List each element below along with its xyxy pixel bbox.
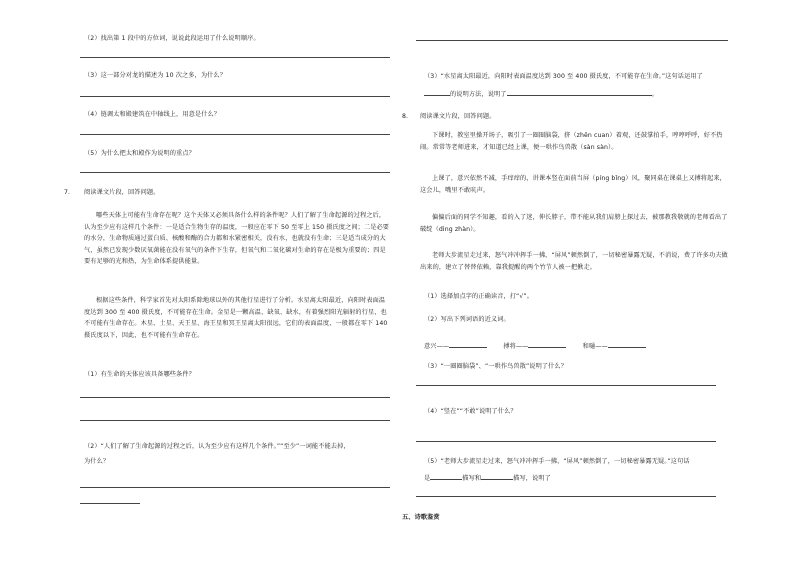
- passage-7-paragraph-2: 根据这些条件，科学家首先对太阳系除地球以外的其他行星进行了分析。水星离太阳最近，向阳时表面温度达到 300 至 400 摄氏度，不可能存在生命。金星是一颗高温、缺氧、缺水，有着强烈阳光辐射的行星，也不可能有生命存在。木星、土星、天王星、海王星和冥王星离太阳很远，它们的表面温度，一般都在零下 140 摄氏度以下，因此，也不可能有生命存在。: [84, 297, 388, 339]
- answer-line[interactable]: [80, 172, 390, 173]
- answer-line[interactable]: [80, 134, 390, 135]
- answer-line[interactable]: [80, 96, 390, 97]
- synonym-2-blank[interactable]: [528, 341, 566, 348]
- question-5: （5）为什么把太和殿作为说明的重点？: [84, 150, 195, 157]
- question-3-right-cont: 的说明方法，说明了 。: [424, 89, 658, 99]
- section-5-heading: 五、诗歌鉴赏: [402, 514, 440, 521]
- question-3-right: （3）“水星离太阳最近，向阳时表面温度达到 300 至 400 摄氏度，不可能存在生命。”这句话运用了: [424, 73, 703, 80]
- answer-line[interactable]: [80, 57, 390, 58]
- section-7-instruction: 阅读课文片段，回答问题。: [84, 189, 160, 196]
- synonym-2-label: 搏将——: [503, 343, 529, 350]
- question-4: （4）链调太和殿建筑在中轴线上，用意是什么？: [84, 111, 221, 118]
- fill-blank[interactable]: [424, 89, 450, 96]
- synonym-3-label: 和嗵——: [582, 343, 608, 350]
- question-3: （3）这一部分对龙的描述为 10 次之多，为什么？: [84, 72, 226, 79]
- section-7-question-2-cont: 为什么？: [84, 458, 110, 465]
- section-8-question-4: （4）“竖在”“不敢”说明了什么？: [424, 408, 517, 415]
- section-8-question-1: （1）选择加点字的正确读音，打“√”。: [424, 293, 534, 300]
- synonym-3-blank[interactable]: [608, 341, 646, 348]
- section-7-number: 7.: [64, 189, 71, 196]
- answer-line[interactable]: [416, 496, 716, 497]
- fill-blank[interactable]: [430, 473, 462, 480]
- passage-7-paragraph-1: 哪些天体上可能有生命存在呢？这个天体又必须具备什么样的条件呢？人们了解了生命起源的过程之后，认为至少应有这样几个条件：一是适合生物生存的温度，一般应在零下 50 至零上 150 摄氏度之间；二是必要的水分，生命物质通过蛋白质、核酸和酶的合力都和水紧密相关，没有水，也就没有生命；三是适当成分的大气，虽然已发现少数厌氧菌能在没有氧气的条件下生存，但氧气和二氧化碳对生命的存在是极为重要的；四是要有足够的光和热，为生命体系提供能量。: [84, 212, 390, 265]
- passage-8-paragraph-1: 下课时，教室里操开场子，吸引了一圈圈脑袋，挤（zhēn cuan）着观，还鼓掌拍手，哼哼呼呼，好不热闹。常常等老师进来，才知道已经上课，便一哄作鸟兽散（sàn sàn）。: [420, 132, 723, 151]
- answer-line[interactable]: [80, 487, 390, 488]
- answer-line[interactable]: [80, 397, 390, 398]
- passage-8-paragraph-2: 上课了，意兴依然不减，手痒痒的，讲课本竖在面前当屏（píng bǐng）风，聚同桌在课桌上又搏将起来，这会儿，嘴里不敢吭声。: [420, 175, 726, 194]
- section-8-question-5: （5）“老师大步流星走过来，怒气冲冲挥手一拂，“屏风”顿然倒了，一切秘密暴露无疑。”这句话: [424, 458, 690, 465]
- answer-line[interactable]: [416, 40, 728, 41]
- fill-blank[interactable]: [507, 89, 652, 96]
- section-8-question-5-cont: 是 描写和 描写，说明了: [424, 475, 551, 482]
- section-8-question-3: （3）“一圈圈脑袋”、“一哄作鸟兽散”说明了什么？: [424, 363, 568, 370]
- answer-line[interactable]: [416, 385, 716, 386]
- passage-8-paragraph-4: 老师大步流星走过来，怒气冲冲挥手一拂，“屏风”顿然倒了，一切秘密暴露无疑，不消说，费了许多功夫做出来的，建立了替替依赖，靠我捉醒的两个竹节人被一把揪走。: [420, 252, 728, 271]
- answer-line[interactable]: [80, 420, 390, 421]
- synonym-1-blank[interactable]: [449, 341, 487, 348]
- section-8-number: 8.: [402, 113, 409, 120]
- section-8-question-2: （2）写出下列词语的近义词。: [424, 316, 510, 323]
- section-7-question-2: （2）“人们了解了生命起源的过程之后，认为至少应有这样几个条件。”“至少”一词能不能去掉，: [84, 443, 350, 450]
- passage-8-paragraph-3: 偏偏后面的同学不知趣，看的入了迷，伸长脖子，带不能从我们肩膀上探过去，被那教我敬就的老师看出了破绽（dìng zhàn）。: [420, 214, 728, 233]
- synonym-1-label: 意兴——: [424, 343, 450, 350]
- fill-blank[interactable]: [481, 473, 513, 480]
- section-7-question-1: （1）有生命的天体应该具备哪些条件？: [84, 371, 195, 378]
- answer-line[interactable]: [416, 441, 716, 442]
- synonym-row: [424, 341, 646, 351]
- answer-line-short[interactable]: [80, 503, 140, 504]
- question-2: （2）找出第 1 段中的方位词，说说此段运用了什么说明顺序。: [84, 35, 260, 42]
- section-8-instruction: 阅读课文片段，回答问题。: [420, 113, 496, 120]
